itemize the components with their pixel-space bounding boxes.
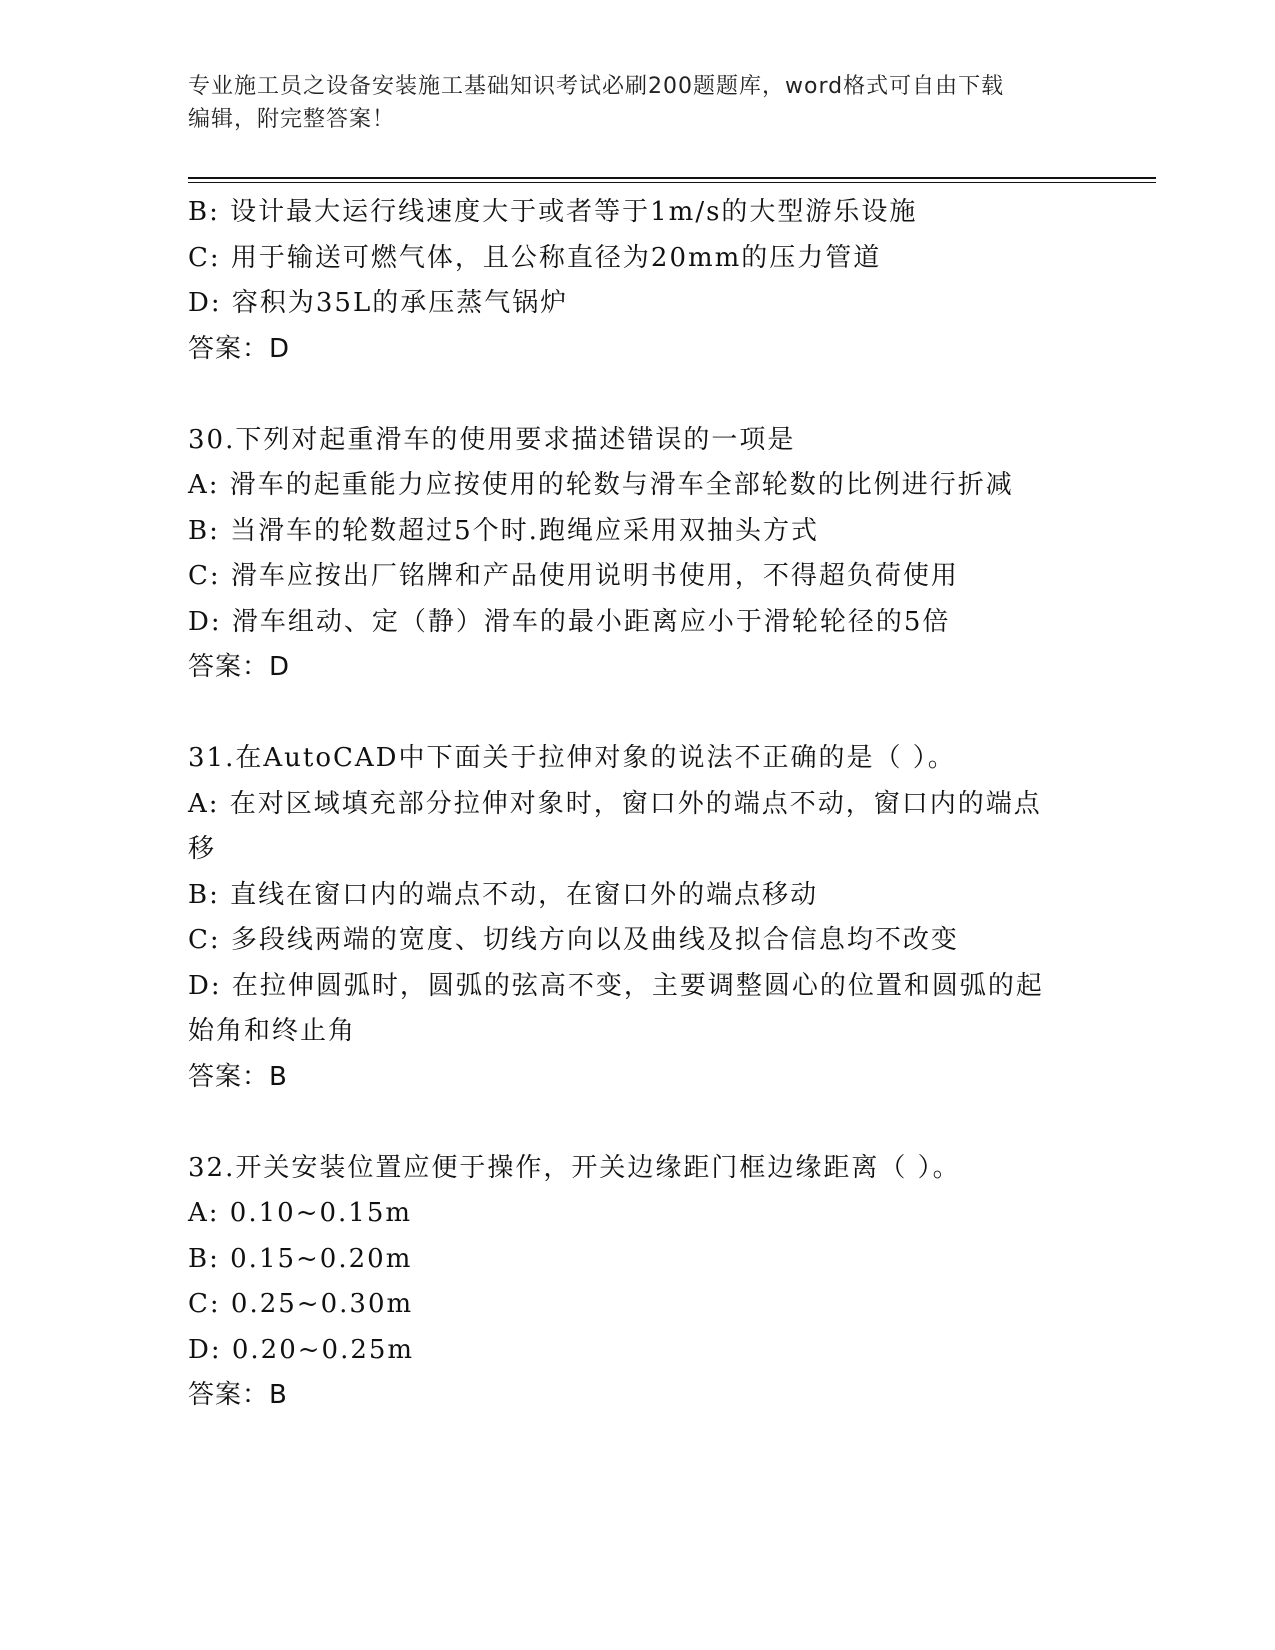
answer-line: 答案：D [188, 652, 291, 682]
question-stem: 30.下列对起重滑车的使用要求描述错误的一项是 [188, 424, 796, 455]
option-b: B: 设计最大运行线速度大于或者等于1m/s的大型游乐设施 [188, 197, 918, 227]
option-a-line-2: 移 [188, 834, 217, 864]
option-a: A: 0.10~0.15m [188, 1198, 413, 1228]
header-title-line-2: 编辑，附完整答案！ [188, 107, 396, 132]
question-32 [188, 1146, 1088, 1419]
question-30 [188, 418, 1088, 691]
answer-line: 答案：B [188, 1061, 288, 1092]
question-31 [188, 736, 1088, 1100]
answer-line: 答案：B [188, 1380, 288, 1410]
question-stem: 32.开关安装位置应便于操作，开关边缘距门框边缘距离（ ）。 [188, 1152, 961, 1183]
option-a: A: 滑车的起重能力应按使用的轮数与滑车全部轮数的比例进行折减 [188, 470, 1014, 500]
option-d: D: 0.20~0.25m [188, 1334, 415, 1365]
answer-line: 答案：D [188, 333, 291, 364]
option-d: D: 容积为35L的承压蒸气锅炉 [188, 288, 569, 318]
option-a-line-1: A: 在对区域填充部分拉伸对象时，窗口外的端点不动，窗口内的端点 [188, 788, 1042, 819]
option-d-line-2: 始角和终止角 [188, 1016, 357, 1046]
spacer [188, 1100, 1088, 1146]
header-divider-thin [188, 182, 1156, 183]
option-b: B: 0.15~0.20m [188, 1243, 413, 1274]
document-header [188, 70, 1088, 136]
spacer [188, 372, 1088, 418]
document-body [188, 190, 1088, 1419]
option-c: C: 用于输送可燃气体，且公称直径为20mm的压力管道 [188, 242, 882, 273]
header-title-line-1: 专业施工员之设备安装施工基础知识考试必刷200题题库，word格式可自由下载 [188, 74, 1005, 99]
question-29-tail [188, 190, 1088, 372]
option-b: B: 当滑车的轮数超过5个时.跑绳应采用双抽头方式 [188, 515, 819, 546]
question-stem: 31.在AutoCAD中下面关于拉伸对象的说法不正确的是（ ）。 [188, 743, 956, 773]
spacer [188, 691, 1088, 737]
option-c: C: 0.25~0.30m [188, 1289, 414, 1319]
option-c: C: 多段线两端的宽度、切线方向以及曲线及拟合信息均不改变 [188, 925, 959, 955]
option-c: C: 滑车应按出厂铭牌和产品使用说明书使用，不得超负荷使用 [188, 561, 959, 591]
header-divider-thick [188, 177, 1156, 179]
option-d-line-1: D: 在拉伸圆弧时，圆弧的弦高不变，主要调整圆心的位置和圆弧的起 [188, 970, 1044, 1001]
option-b: B: 直线在窗口内的端点不动，在窗口外的端点移动 [188, 879, 819, 910]
option-d: D: 滑车组动、定（静）滑车的最小距离应小于滑轮轮径的5倍 [188, 606, 951, 637]
